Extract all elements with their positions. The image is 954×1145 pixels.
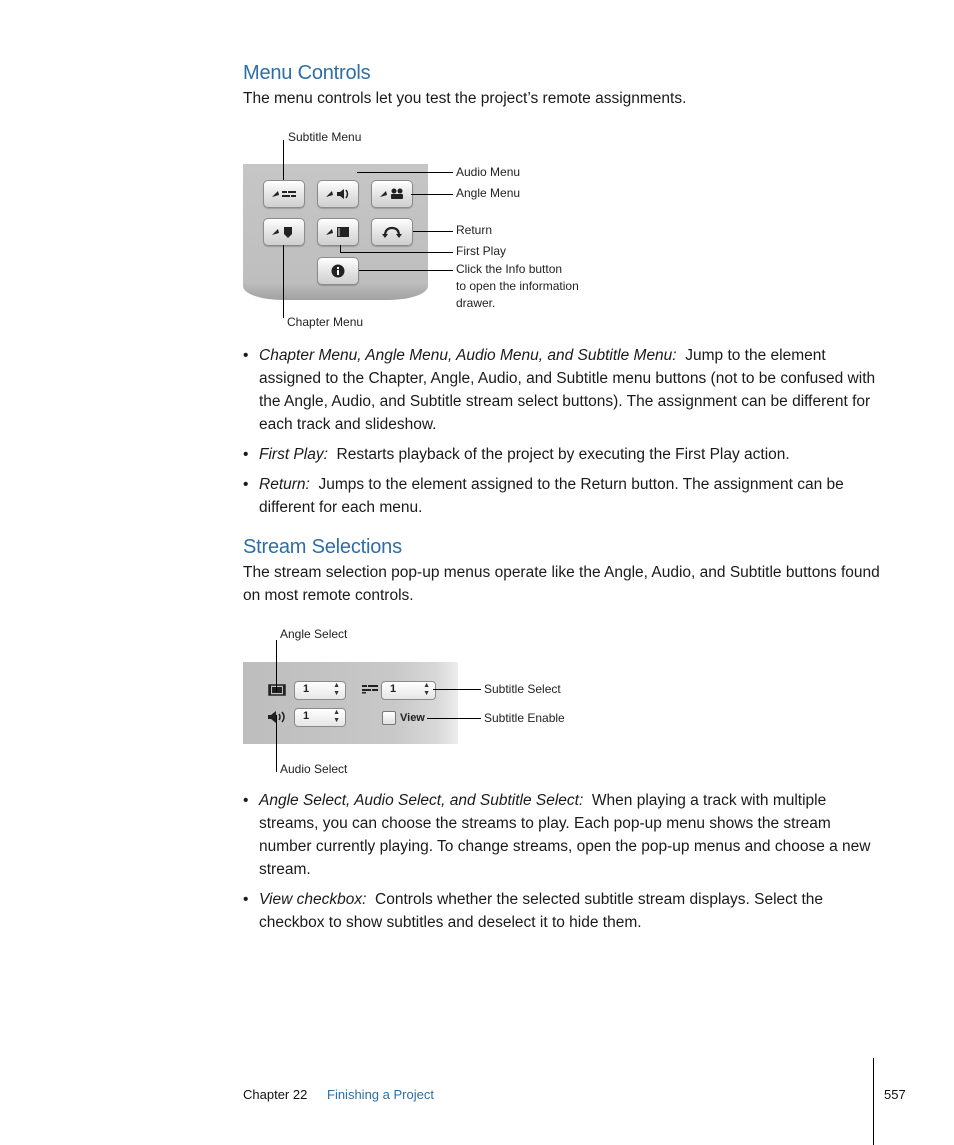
angle-select-value: 1: [303, 683, 310, 695]
footer-chapter-title: Finishing a Project: [327, 1087, 434, 1102]
bullet-term: Return:: [259, 476, 310, 493]
audio-menu-icon: [324, 187, 352, 201]
speaker-icon: [267, 710, 287, 724]
bullet-text: Restarts playback of the project by executing the First Play action.: [336, 446, 790, 463]
bullet-text: Jump to the element assigned to the Chapter, Angle, Audio, and Subtitle menu buttons (not to be confused with the Angle, Audio, and Subtitle stream select buttons). The assignment can be different for each track and slideshow.: [259, 347, 876, 433]
angle-menu-callout-line: [411, 194, 453, 195]
subtitle-menu-icon: [270, 188, 298, 200]
chapter-menu-button[interactable]: [263, 218, 305, 246]
first-play-icon: [324, 225, 352, 239]
footer-chapter: Chapter 22: [243, 1087, 308, 1102]
first-play-callout-tick: [340, 245, 341, 252]
return-icon: [381, 225, 403, 239]
view-checkbox-label: View: [400, 712, 425, 724]
view-checkbox[interactable]: [382, 711, 396, 725]
subtitle-enable-callout-line: [427, 718, 481, 719]
return-callout-line: [413, 231, 453, 232]
list-item: • View checkbox: Controls whether the selected subtitle stream displays. Select the checkbox to show subtitles and deselect it to hide them.: [243, 891, 824, 931]
subtitle-enable-label: Subtitle Enable: [484, 711, 565, 725]
info-label-line1: Click the Info button: [456, 262, 563, 276]
angle-select-callout-line: [276, 640, 277, 692]
chapter-menu-callout-line: [283, 245, 284, 318]
list-item: • Chapter Menu, Angle Menu, Audio Menu, and Subtitle Menu: Jump to the element assigned to the Chapter, Angle, Audio, and Subtitle menu buttons (not to be confused with the Angle, Audio, and Subtitle stream select buttons). The assignment can be different for each track and slideshow.: [243, 347, 876, 433]
angle-select-label: Angle Select: [280, 627, 348, 641]
audio-select-value: 1: [303, 710, 310, 722]
angle-menu-icon: [378, 187, 406, 201]
bullet-term: First Play:: [259, 446, 328, 463]
list-item: • Angle Select, Audio Select, and Subtitle Select: When playing a track with multiple streams, you can choose the streams to play. Each pop-up menu shows the stream number currently playing. To change streams, open the pop-up menus and choose a new stream.: [243, 792, 871, 878]
first-play-callout-line: [340, 252, 453, 253]
subtitle-menu-label: Subtitle Menu: [288, 130, 362, 144]
chapter-menu-icon: [270, 225, 298, 239]
popup-arrows-icon: ▲ ▼: [423, 682, 430, 697]
audio-menu-callout-line: [357, 172, 453, 173]
first-play-button[interactable]: [317, 218, 359, 246]
menu-controls-intro: The menu controls let you test the project’s remote assignments.: [243, 90, 687, 107]
bullet-text: When playing a track with multiple streams, you can choose the streams to play. Each pop-up menu shows the stream number currently playing. To change streams, open the pop-up menus and choose a new stream.: [259, 792, 871, 878]
audio-select-popup[interactable]: [294, 708, 346, 727]
info-button[interactable]: [317, 257, 359, 285]
angle-menu-button[interactable]: [371, 180, 413, 208]
stream-selections-bullet-list: [243, 789, 883, 941]
bullet-term: View checkbox:: [259, 891, 367, 908]
first-play-label: First Play: [456, 244, 507, 258]
footer-divider: [873, 1058, 874, 1145]
info-label-line2: to open the information: [456, 279, 579, 293]
return-button[interactable]: [371, 218, 413, 246]
menu-controls-panel: [243, 164, 428, 300]
angle-menu-label: Angle Menu: [456, 186, 521, 200]
list-item: • Return: Jumps to the element assigned to the Return button. The assignment can be different for each menu.: [243, 476, 844, 516]
popup-arrows-icon: ▲ ▼: [333, 682, 340, 697]
list-item: • First Play: Restarts playback of the project by executing the First Play action.: [243, 446, 790, 463]
bullet-text: Jumps to the element assigned to the Return button. The assignment can be different for each menu.: [259, 476, 844, 516]
subtitle-menu-button[interactable]: [263, 180, 305, 208]
audio-menu-label: Audio Menu: [456, 165, 521, 179]
audio-select-callout-line: [276, 715, 277, 772]
subtitle-select-label: Subtitle Select: [484, 682, 561, 696]
chapter-menu-label: Chapter Menu: [287, 315, 364, 329]
subtitle-menu-callout-line: [283, 140, 284, 180]
audio-menu-button[interactable]: [317, 180, 359, 208]
subtitle-select-popup[interactable]: [381, 681, 436, 700]
return-label: Return: [456, 223, 493, 237]
subtitle-icon: [361, 684, 381, 694]
angle-select-popup[interactable]: [294, 681, 346, 700]
menu-controls-bullet-list: [243, 344, 883, 526]
angle-icon: [268, 684, 286, 696]
bullet-text: Controls whether the selected subtitle stream displays. Select the checkbox to show subtitles and deselect it to hide them.: [259, 891, 824, 931]
stream-selections-intro: The stream selection pop-up menus operate like the Angle, Audio, and Subtitle buttons found on most remote controls.: [243, 564, 880, 604]
page-number: 557: [884, 1087, 906, 1102]
info-icon: [331, 264, 345, 278]
info-callout-line: [359, 270, 453, 271]
menu-controls-heading: Menu Controls: [243, 62, 371, 84]
subtitle-select-value: 1: [390, 683, 397, 695]
info-label-line3: drawer.: [456, 296, 496, 310]
audio-select-label: Audio Select: [280, 762, 348, 776]
bullet-term: Chapter Menu, Angle Menu, Audio Menu, and Subtitle Menu:: [259, 347, 677, 364]
popup-arrows-icon: ▲ ▼: [333, 709, 340, 724]
subtitle-select-callout-line: [433, 689, 481, 690]
stream-selections-heading: Stream Selections: [243, 536, 402, 558]
bullet-term: Angle Select, Audio Select, and Subtitle Select:: [259, 792, 584, 809]
